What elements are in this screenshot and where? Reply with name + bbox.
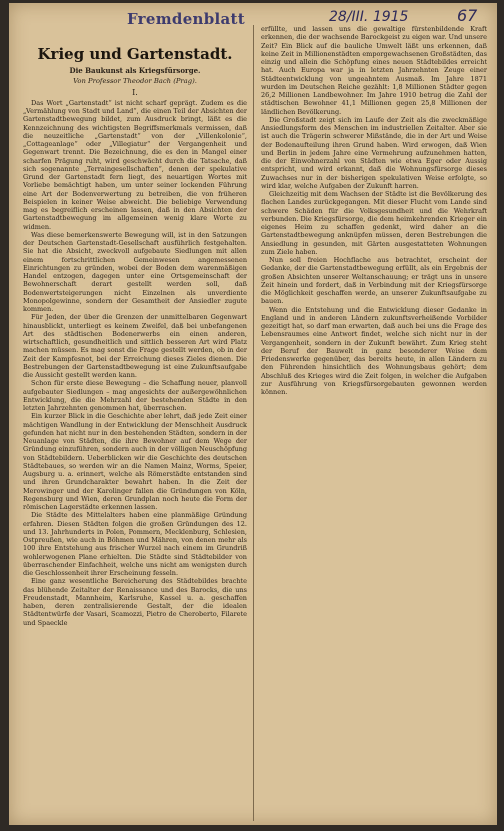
article-subtitle: Die Baukunst als Kriegsfürsorge. [69,66,201,75]
paragraph: Für Jeden, der über die Grenzen der unmittelbaren Gegenwart hinausblickt, unterliegt es keinem Zweifel, daß bei unbefangenen Art des städtischen Bodenerwerbs ein einen anderen, wirtschaftlich, gesundheitlich und sittlich besseren Art wird Platz machen müssen. Es mag sonst die Frage gestellt werden, ob in der Zeit der Kampfesnot, bei der Erreichung dieses Zieles dienen. Die Bestrebungen der Gartenstadtbewegung ist eine Zukunftsaufgabe die Aussicht gestellt werden kann. [23,313,247,379]
article-byline: Von Professor Theodor Bach (Prag). [73,77,197,86]
newspaper-clipping [9,3,497,825]
masthead-stamp: Fremdenblatt [127,10,246,28]
article-column-right [261,25,487,821]
article-title: Krieg und Gartenstadt. [37,45,233,63]
paragraph: Eine ganz wesentliche Bereicherung des Städtebildes brachte das blühende Zeitalter der Renaissance und des Barocks, die uns Freudenstadt, Mannheim, Karlsruhe, Kassel u. a. geschaffen haben, deren zentralisierende Gestalt, der die idealen Städtentwürfe der Vasari, Scamozzi, Pietro de Cheroberto, Filarete und Spaeckle [23,577,247,627]
handwritten-date: 28/III. 1915 [329,9,409,25]
paragraph: Die Großstadt zeigt sich im Laufe der Zeit als die zweckmäßige Ansiedlungsform des Menschen im industriellen Zeitalter. Aber sie ist auch die Trägerin schwerer Mißstände, die in der Art und Weise der Bodenaufteilung ihren Grund haben. Wird erwogen, daß Wien und Berlin in jedem Jahre eine Vermehrung aufzunehmen hatten, die der Einwohnerzahl von Städten wie etwa Eger oder Aussig entspricht, und wird erkannt, daß die Wohnungsfürsorge dieses Zuwachses nur in der bisherigen spekulativen Weise erfolgte, so wird klar, welche Aufgaben der Zukunft harren. [261,115,487,190]
paragraph: Gleichzeitig mit dem Wachsen der Städte ist die Bevölkerung des flachen Landes zurückgegangen. Mit dieser Flucht vom Lande sind schwere Schäden für die Volksgesundheit und die Wehrkraft verbunden. Die Kriegsfürsorge, die dem heimkehrenden Krieger ein eigenes Heim zu schaffen gedenkt, wird daher an die Gartenstadtbewegung anknüpfen müssen, deren Bestrebungen die Ansiedlung in gesunden, mit Gärten ausgestatteten Wohnungen zum Ziele haben. [261,190,487,256]
paragraph: Wenn die Entstehung und die Entwicklung dieser Gedanke in England und in anderen Ländern zukunftsverheißende Vorbilder gezeitigt hat, so darf man erwarten, daß auch bei uns die Frage des Lebensraumes eine Antwort findet, welche sich nicht nur in der Vergangenheit, sondern in der Zukunft bewährt. Zum Krieg steht der Beruf der Bauwelt in ganz besonderer Weise dem Friedenswerke gegenüber, das bereits heute, in allen Ländern zu den Führenden hinsichtlich des Wohnungsbaus gehört; dem Abschluß des Krieges wird die Zeit folgen, in welcher die Aufgaben zur Ausführung von Kriegsfürsorgebauten gewonnen werden können. [261,305,487,396]
paragraph: Die Städte des Mittelalters haben eine planmäßige Gründung erfahren. Diesen Städten folgen die großen Gründungen des 12. und 13. Jahrhunderts in Polen, Pommern, Mecklenburg, Schlesien, Ostpreußen, wie auch in Böhmen und Mähren, von denen mehr als 100 ihre Entstehung aus frischer Wurzel nach einem im Grundriß wohlerwogenen Plane erhielten. Die Städte sind Städtebilder von überraschender Einfachheit, welche uns nicht am wenigsten durch die Geschlossenheit ihrer Erscheinung fesseln. [23,511,247,577]
article-column-left [23,41,247,821]
paragraph: Nun soll freien Hochflache aus betrachtet, erscheint der Gedanke, der die Gartenstadtbewegung erfüllt, als ein Ergebnis der großen Absichten unserer Weltanschauung; er trägt uns in unsere Zeit hinein und fordert, daß in Verbindung mit der Kriegsfürsorge die Möglichkeit geschaffen werde, an unserer Zukunftsaufgabe zu bauen. [261,256,487,306]
paragraph: Das Wort „Gartenstadt“ ist nicht scharf geprägt. Zudem es die „Vermählung von Stadt und Land“, die einen Teil der Absichten der Gartenstadtbewegung bildet, zum Ausdruck bringt, läßt es die Kennzeichnung des wichtigsten Begriffsmerkmals vermissen, daß die neuzeitliche „Gartenstadt“ von der „Villenkolonie“, „Cottageanlage“ oder „Villegiatur“ der Vergangenheit und Gegenwart trennt. Die Bezeichnung, die es den in Mangel einer scharfen Prägung ruht, wird geschwächt durch die Tatsache, daß sich sogenannte „Terraingesellschaften“, denen der spekulative Grund der Gartenstadt fern liegt, des neuartigen Wortes mit Vorliebe bemächtigt haben, um unter seiner lockenden Führung eine Art der Bodenverwertung zu betreiben, die von früheren Beispielen in keiner Weise abweicht. Die beliebige Verwendung mag es begreiflich erscheinen lassen, daß in den Absichten der Gartenstadtbewegung im allgemeinen wenig klare Worte zu widmen. [23,98,247,231]
paragraph: Schon für erste diese Bewegung – die Schaffung neuer, planvoll aufgebauter Siedlungen – mag angesichts der außergewöhnlichen Entwicklung, die die Mehrzahl der bestehenden Städte in den letzten Jahrzehnten genommen hat, überraschen. [23,379,247,412]
section-number: I. [132,87,138,97]
paragraph: Ein kurzer Blick in die Geschichte aber lehrt, daß jede Zeit einer mächtigen Wandlung in der Entwicklung der Menschheit Ausdruck gefunden hat nicht nur in den bestehenden Städten, sondern in der Neuanlage von Städten, die ihre Bewohner auf dem Wege der Gründung einzuführen, sondern auch in der völligen Neuschöpfung von Städtebildern. Ueberblicken wir die Geschichte des deutschen Städtebaues, so werden wir an die Namen Mainz, Worms, Speier, Augsburg u. a. erinnert, welche als Römerstädte entstanden sind und ihren Grundcharakter bewahrt haben. In die Zeit der Merowinger und der Karolinger fallen die Gründungen von Köln, Regensburg und Wien, deren Grundplan noch heute die Form der römischen Lagerstädte erkennen lassen. [23,412,247,511]
page-number: 67 [457,6,478,25]
paragraph: Was diese bemerkenswerte Bewegung will, ist in den Satzungen der Deutschen Gartenstadt-Gesellschaft ausführlich festgehalten. Sie hat die Absicht, zweckvoll aufgebaute Siedlungen mit allen einem fortschrittlichen Gemeinwesen angemessenen Einrichtungen zu gründen, wobei der Boden dem warenmäßigen Handel entzogen, dagegen unter eine Ortsgemeinschaft der Bewohnerschaft derart gestellt werden soll, daß Bodenwertsteigerungen nicht Einzelnen als unverdiente Monopolgewinne, sondern der Gesamtheit der Ansiedler zugute kommen. [23,230,247,313]
column-divider [253,25,254,821]
paragraph: erfüllte, und lassen uns die gewaltige fürstenbildende Kraft erkennen, die der wachsende Barockgeist zu eigen war. Und unsere Zeit? Ein Blick auf die bauliche Umwelt läßt uns erkennen, daß keine Zeit in Millionenstädten emporgewachsenen Großstädten, das einzig und allein die Schöpfung eines neuen Städtebildes erreicht hat. Auch Europa war ja in letzten Jahrzehnten Zeuge einer Städteentwicklung von ungeahntem Ausmaß. Im Jahre 1871 wurden im Deutschen Reiche gezählt: 1,8 Millionen Städter gegen 26,2 Millionen Landbewohner. Im Jahre 1910 betrug die Zahl der städtischen Bewohner 41,1 Millionen gegen 25,8 Millionen der ländlichen Bevölkerung. [261,25,487,116]
